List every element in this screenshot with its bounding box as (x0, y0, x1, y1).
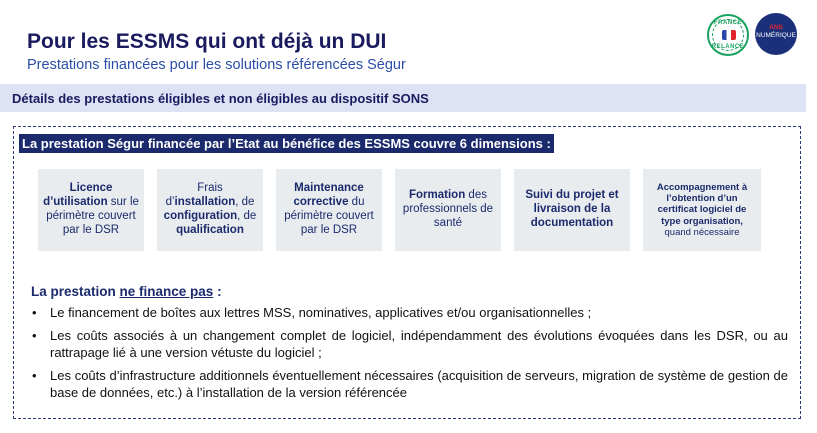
logo-relance-line1: FRANCE (714, 20, 742, 26)
list-item (32, 304, 788, 321)
card-text: , de (237, 210, 257, 222)
page-subtitle: Prestations financées pour les solutions référencées Ségur (27, 57, 406, 73)
card-bold: Suivi du projet et livraison de la documentation (525, 189, 619, 229)
card-bold: configuration (163, 210, 238, 222)
card-text: des professionnels de santé (402, 189, 494, 229)
card-bold: installation (174, 196, 236, 209)
bullet-icon: • (32, 305, 37, 320)
logo-relance-line2: RELANCE (711, 44, 745, 50)
dimension-card-maintenance (276, 169, 382, 251)
not-financed-underlined: ne finance pas (119, 284, 214, 299)
list-item-text: Les coûts d’infrastructure additionnels éventuellement nécessaires (acquisition de serveurs, migration de système de gestion de base de données, etc.) à l’installation de la version référencée (50, 368, 788, 400)
not-financed-suffix: : (213, 284, 222, 299)
not-financed-list (32, 304, 788, 407)
page-title: Pour les ESSMS qui ont déjà un DUI (27, 30, 387, 53)
dimension-card-formation (395, 169, 501, 251)
card-text: Frais d’ (165, 182, 223, 209)
card-text: quand nécessaire (664, 227, 740, 239)
not-financed-title (31, 284, 222, 299)
list-item (32, 327, 788, 361)
card-bold: Maintenance corrective (293, 182, 364, 209)
list-item-text: Le financement de boîtes aux lettres MSS, nominatives, applicatives et/ou organisationnelles ; (50, 305, 592, 320)
french-flag-icon (722, 30, 736, 40)
ans-numerique-logo (755, 13, 797, 55)
card-bold: Accompagnement à l’obtention d’un certificat logiciel de type organisation, (656, 181, 748, 227)
dimension-card-accompagnement (643, 169, 761, 251)
dimension-card-installation (157, 169, 263, 251)
france-relance-logo (707, 14, 749, 56)
list-item (32, 367, 788, 401)
card-text: , de (235, 196, 255, 209)
dimension-card-licence (38, 169, 144, 251)
logo-numerique-line1: ANS (769, 24, 783, 31)
card-bold: Formation (409, 189, 466, 202)
list-item-text: Les coûts associés à un changement complet de logiciel, indépendamment des évolutions évoquées dans les DSR, ou au rattrapage lié à une version vétuste du logiciel ; (50, 328, 788, 360)
card-text: du périmètre couvert par le DSR (284, 196, 374, 236)
bullet-icon: • (32, 328, 37, 343)
card-text: sur le périmètre couvert par le DSR (46, 196, 139, 236)
dimensions-header: La prestation Ségur financée par l’Etat au bénéfice des ESSMS couvre 6 dimensions : (19, 134, 554, 153)
dimension-card-suivi (514, 169, 630, 251)
section-band (0, 84, 806, 112)
logo-numerique-line2: NUMÉRIQUE (756, 32, 796, 39)
card-bold: Licence d’utilisation (43, 182, 113, 209)
not-financed-prefix: La prestation (31, 284, 120, 299)
card-bold: qualification (176, 223, 244, 236)
section-band-text: Détails des prestations éligibles et non éligibles au dispositif SONS (12, 91, 429, 106)
bullet-icon: • (32, 368, 37, 383)
